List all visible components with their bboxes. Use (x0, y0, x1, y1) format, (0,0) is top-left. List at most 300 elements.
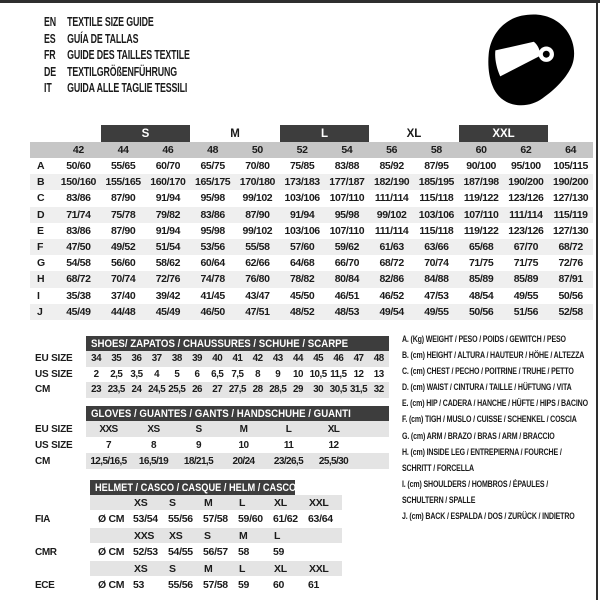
size-cell: 31,5 (348, 382, 368, 398)
size-cell: 47 (348, 351, 368, 367)
measure-cell: 85/92 (379, 160, 404, 173)
helmet-size-header: S (167, 561, 202, 576)
size-cell: 36 (126, 351, 146, 367)
measure-cell: 60/70 (155, 160, 181, 173)
size-cell: 23 (86, 382, 106, 398)
measure-cell: 70/80 (245, 160, 270, 173)
measure-cell: 61/63 (369, 239, 414, 255)
section-title: SHOES/ ZAPATOS / CHAUSSURES / SCHUHE / SCARPE (86, 336, 389, 351)
size-cell: 6 (194, 368, 200, 380)
size-cell: 10 (238, 439, 249, 451)
measure-cell: 190/200 (504, 174, 549, 190)
measure-cell: 67/70 (504, 239, 549, 255)
helmet-cell: 57/58 (203, 513, 228, 525)
language-row-en (44, 14, 190, 31)
language-code: IT (44, 80, 52, 95)
size-header: 60 (459, 142, 504, 158)
helmet-size-header: S (167, 495, 202, 510)
size-header: 48 (190, 142, 235, 158)
size-group-m: M (230, 127, 240, 140)
measure-cell: 87/90 (110, 224, 136, 237)
size-cell: 42 (248, 351, 268, 367)
size-header: 54 (325, 142, 370, 158)
size-cell: 37 (147, 351, 167, 367)
measure-cell: 50/56 (558, 289, 583, 302)
measure-cell: 87/90 (110, 192, 136, 205)
helmet-cell: 59/60 (238, 513, 263, 525)
size-cell: 6,5 (211, 368, 224, 380)
size-cell: 40 (207, 351, 227, 367)
measure-cell: 115/118 (419, 224, 454, 237)
measure-cell: 45/49 (146, 304, 191, 320)
textile-size-table (30, 125, 593, 320)
measure-cell: 127/130 (553, 192, 589, 205)
size-cell: 12,5/16,5 (86, 453, 131, 469)
size-cell: 11 (283, 439, 294, 451)
helmet-size-header: M (237, 528, 272, 543)
measure-cell: 45/49 (56, 304, 101, 320)
measure-cell: 50/56 (459, 304, 504, 320)
measure-cell: 111/114 (374, 192, 409, 205)
measure-cell: 56/60 (110, 257, 136, 270)
measure-cell: 55/58 (235, 239, 280, 255)
helmet-cell: 57/58 (203, 579, 228, 591)
measure-cell: 75/78 (101, 207, 146, 223)
measure-cell: 85/89 (459, 271, 504, 287)
measure-row-label: D (30, 207, 56, 223)
helmet-cell: 52/53 (133, 546, 158, 558)
measure-cell: 71/75 (468, 257, 494, 270)
size-row-spacer (30, 528, 90, 543)
measure-cell: 95/98 (325, 207, 370, 223)
measure-cell: 70/74 (101, 271, 146, 287)
size-row-label: CM (35, 455, 51, 467)
measure-cell: 123/126 (508, 224, 544, 237)
helmet-size-header: XL (272, 495, 307, 510)
measure-cell: 58/62 (155, 257, 181, 270)
measure-cell: 66/70 (334, 257, 360, 270)
measure-cell: 127/130 (553, 224, 589, 237)
size-cell: 8 (151, 439, 156, 451)
language-title: GUIDE DES TAILLES TEXTILE (67, 47, 190, 62)
helmet-size-table (30, 480, 342, 594)
helmet-size-header: XXS (132, 528, 167, 543)
size-row-spacer (30, 495, 90, 510)
size-header: 56 (369, 142, 414, 158)
measure-cell: 72/76 (146, 271, 191, 287)
language-title: GUÍA DE TALLAS (67, 30, 139, 46)
size-cell: XL (311, 421, 356, 437)
measure-cell: 85/89 (504, 271, 549, 287)
size-header: 46 (146, 142, 191, 158)
measure-cell: 83/86 (66, 192, 91, 205)
size-cell: 43 (268, 351, 288, 367)
measure-row-label: I (37, 289, 40, 302)
racing-helmet-icon (477, 12, 581, 108)
standard-label: CMR (35, 546, 57, 558)
size-cell: 12 (353, 368, 364, 380)
size-row-label: CM (35, 384, 51, 396)
measure-cell: 46/50 (190, 304, 235, 320)
size-group-xxl: XXL (459, 125, 549, 142)
helmet-size-header: L (237, 495, 272, 510)
measure-cell: 99/102 (242, 192, 273, 205)
measure-cell: 70/74 (424, 257, 449, 270)
measure-cell: 47/50 (56, 239, 101, 255)
size-cell: 30,5 (328, 382, 348, 398)
measure-cell: 107/110 (329, 192, 365, 205)
measure-cell: 187/198 (459, 174, 504, 190)
row-filler (356, 437, 389, 453)
diameter-unit-label: Ø CM (98, 546, 125, 558)
helmet-size-header: M (202, 495, 237, 510)
measure-cell: 68/72 (56, 271, 101, 287)
helmet-cell: 59 (273, 546, 285, 558)
size-cell: 10,5 (309, 368, 327, 380)
measure-cell: 165/175 (190, 174, 235, 190)
language-title-block (44, 14, 258, 97)
helmet-cell: 53 (133, 579, 145, 591)
measure-cell: 91/94 (155, 192, 181, 205)
measure-cell: 123/126 (508, 192, 544, 205)
legend-line: G. (cm) ARM / BRAZO / BRAS / ARM / BRACCIO (402, 430, 555, 442)
standard-label: FIA (35, 513, 50, 525)
size-cell: 30 (308, 382, 328, 398)
section-title: HELMET / CASCO / CASQUE / HELM / CASCO (90, 480, 295, 495)
legend-line: H. (cm) INSIDE LEG / ENTREPIERNA / FOURCHE / (402, 446, 562, 458)
measure-cell: 83/86 (190, 207, 235, 223)
size-cell: 27,5 (227, 382, 247, 398)
size-row-spacer (90, 495, 132, 510)
size-cell: 16,5/19 (131, 453, 176, 469)
measure-cell: 95/98 (200, 224, 225, 237)
measure-cell: 44/48 (101, 304, 146, 320)
size-group-s: S (101, 125, 191, 142)
measure-cell: 182/190 (369, 174, 414, 190)
size-cell: 35 (106, 351, 126, 367)
measure-cell: 103/106 (284, 192, 320, 205)
size-cell: 26 (187, 382, 207, 398)
size-cell: 29 (288, 382, 308, 398)
measure-cell: 91/94 (155, 224, 181, 237)
measure-cell: 111/114 (374, 224, 409, 237)
measure-cell: 82/86 (369, 271, 414, 287)
size-cell: 11,5 (330, 368, 347, 380)
measure-row-label: G (37, 257, 45, 270)
size-cell: 48 (369, 351, 389, 367)
size-cell: 7,5 (231, 368, 244, 380)
helmet-size-header: L (237, 561, 272, 576)
size-cell: 23/26,5 (266, 453, 311, 469)
size-cell: 32 (369, 382, 389, 398)
measure-cell: 103/106 (284, 224, 320, 237)
measure-cell: 68/72 (379, 257, 404, 270)
helmet-cell: 63/64 (308, 513, 333, 525)
legend-line: SCHRITT / FORCELLA (402, 462, 474, 474)
language-code: FR (44, 47, 56, 62)
size-cell: S (176, 421, 221, 437)
size-cell: 27 (207, 382, 227, 398)
size-cell: 38 (167, 351, 187, 367)
helmet-cell: 58 (238, 546, 250, 558)
measure-cell: 83/88 (334, 160, 360, 173)
measure-row-label: H (30, 271, 56, 287)
measure-cell: 65/75 (200, 160, 225, 173)
measure-cell: 46/52 (379, 289, 404, 302)
size-cell: 3,5 (130, 368, 143, 380)
helmet-cell: 61 (308, 579, 320, 591)
language-title: GUIDA ALLE TAGLIE TESSILI (67, 80, 188, 95)
helmet-size-header: XXL (307, 561, 342, 576)
measure-cell: 35/38 (66, 289, 91, 302)
size-row-label: US SIZE (35, 439, 73, 451)
measure-cell: 90/100 (466, 160, 496, 173)
measure-cell: 185/195 (414, 174, 459, 190)
size-cell: 28 (248, 382, 268, 398)
size-row-spacer (30, 561, 90, 576)
measure-cell: 48/52 (280, 304, 325, 320)
size-row-spacer (90, 528, 132, 543)
legend-line: A. (Kg) WEIGHT / PESO / POIDS / GEWITCH / PESO (402, 334, 566, 345)
language-row-it (44, 80, 190, 97)
legend-line: E. (cm) HIP / CADERA / HANCHE / HÜFTE / HIPS / BACINO (402, 398, 588, 410)
size-header: 62 (504, 142, 549, 158)
measure-cell: 87/90 (235, 207, 280, 223)
measure-cell: 53/56 (190, 239, 235, 255)
measure-cell: 150/160 (56, 174, 101, 190)
helmet-cell: 53/54 (133, 513, 158, 525)
measure-cell: 57/60 (280, 239, 325, 255)
size-cell: 28,5 (268, 382, 288, 398)
measure-cell: 60/64 (200, 257, 225, 270)
measure-cell: 87/91 (548, 271, 593, 287)
size-row-label: EU SIZE (35, 423, 73, 435)
measure-cell: 119/122 (463, 224, 499, 237)
language-title: TEXTILE SIZE GUIDE (67, 14, 154, 29)
helmet-size-header: XXL (307, 495, 342, 510)
helmet-size-header: M (202, 561, 237, 576)
measure-cell: 107/110 (459, 207, 504, 223)
size-header: 64 (548, 142, 593, 158)
measure-cell: 173/183 (280, 174, 325, 190)
measure-cell: 68/72 (548, 239, 593, 255)
size-cell: XS (131, 421, 176, 437)
measure-cell: 41/45 (200, 289, 225, 302)
size-header: 42 (56, 142, 101, 158)
legend-line: J. (cm) BACK / ESPALDA / DOS / ZURÜCK / INDIETRO (402, 511, 575, 523)
row-filler (356, 421, 389, 437)
size-cell: 44 (288, 351, 308, 367)
diameter-unit-label: Ø CM (98, 579, 125, 591)
size-header-spacer (30, 142, 56, 158)
size-row-spacer (90, 561, 132, 576)
row-filler (356, 453, 389, 469)
measure-cell: 95/100 (511, 160, 541, 173)
measure-cell: 71/75 (513, 257, 539, 270)
helmet-cell: 61/62 (273, 513, 298, 525)
helmet-size-header: XS (132, 495, 167, 510)
helmet-cell: 54/55 (168, 546, 193, 558)
measure-row-label: E (37, 224, 44, 237)
measure-cell: 91/94 (280, 207, 325, 223)
legend-line: B. (cm) HEIGHT / ALTURA / HAUTEUR / HÖHE / ALTEZZA (402, 350, 585, 362)
legend-line: F. (cm) TIGH / MUSLO / CUISSE / SCHENKEL / COSCIA (402, 414, 577, 426)
measure-cell: 99/102 (369, 207, 414, 223)
language-code: DE (44, 63, 57, 79)
size-cell: 25,5 (167, 382, 187, 398)
measure-cell: 49/52 (101, 239, 146, 255)
legend-line: I. (cm) SHOULDERS / HOMBROS / ÉPAULES / (402, 478, 549, 490)
gloves-size-table (30, 406, 389, 469)
measure-cell: 115/119 (548, 207, 593, 223)
size-cell: 45 (308, 351, 328, 367)
measure-cell: 55/65 (110, 160, 136, 173)
helmet-size-header: XL (272, 561, 307, 576)
measure-cell: 64/68 (289, 257, 315, 270)
size-cell: L (266, 421, 311, 437)
helmet-cell (307, 543, 342, 561)
measure-cell: 62/66 (245, 257, 270, 270)
measure-cell: 49/55 (414, 304, 459, 320)
language-code: ES (44, 30, 56, 46)
measurement-legend (402, 332, 600, 525)
shoes-size-table (30, 336, 389, 398)
measure-cell: 95/98 (200, 192, 225, 205)
helmet-cell: 55/56 (168, 513, 193, 525)
measure-cell: 47/51 (235, 304, 280, 320)
legend-line: D. (cm) WAIST / CINTURA / TAILLE / HÜFTUNG / VITA (402, 382, 572, 394)
size-cell: 13 (373, 368, 384, 380)
measure-cell: 84/88 (414, 271, 459, 287)
language-row-de (44, 64, 190, 81)
helmet-size-header (307, 528, 342, 543)
language-row-fr (44, 47, 190, 64)
measure-cell: 37/40 (110, 289, 136, 302)
measure-cell: 51/56 (504, 304, 549, 320)
measure-cell: 51/54 (146, 239, 191, 255)
measure-row-label: F (30, 239, 56, 255)
measure-cell: 46/51 (334, 289, 360, 302)
size-header: 50 (235, 142, 280, 158)
size-cell: 12 (328, 439, 339, 451)
measure-cell: 52/58 (548, 304, 593, 320)
measure-cell: 83/86 (66, 224, 91, 237)
measure-cell: 75/85 (289, 160, 315, 173)
helmet-cell: 56/57 (203, 546, 228, 558)
size-cell: 8 (255, 368, 261, 380)
size-cell: 10 (293, 368, 303, 380)
group-row-spacer (30, 125, 101, 142)
size-cell: 7 (106, 439, 111, 451)
size-cell: 9 (196, 439, 201, 451)
size-cell: M (221, 421, 266, 437)
helmet-size-header: L (272, 528, 307, 543)
size-cell: 25,5/30 (311, 453, 356, 469)
language-code: EN (44, 14, 57, 29)
size-cell: 9 (275, 368, 281, 380)
measure-cell: 107/110 (329, 224, 365, 237)
size-cell: 18/21,5 (176, 453, 221, 469)
size-cell: 2,5 (110, 368, 123, 380)
language-row-es (44, 31, 190, 48)
size-header: 52 (280, 142, 325, 158)
measure-cell: 59/62 (325, 239, 370, 255)
size-cell: 5 (174, 368, 180, 380)
measure-cell: 72/76 (558, 257, 583, 270)
measure-cell: 39/42 (155, 289, 181, 302)
measure-cell: 48/53 (325, 304, 370, 320)
measure-cell: 103/106 (414, 207, 459, 223)
measure-cell: 80/84 (325, 271, 370, 287)
measure-cell: 65/68 (459, 239, 504, 255)
size-cell: 20/24 (221, 453, 266, 469)
measure-cell: 54/58 (66, 257, 91, 270)
measure-cell: 177/187 (325, 174, 370, 190)
size-cell: 24,5 (147, 382, 167, 398)
size-cell: 34 (86, 351, 106, 367)
helmet-size-header: XS (132, 561, 167, 576)
diameter-unit-label: Ø CM (98, 513, 125, 525)
measure-cell: 78/82 (280, 271, 325, 287)
size-header: 58 (414, 142, 459, 158)
measure-cell: 50/60 (66, 160, 91, 173)
language-title: TEXTILGRÖßENFÜHRUNG (67, 63, 178, 79)
measure-cell: 111/114 (504, 207, 549, 223)
size-cell: 2 (93, 368, 99, 380)
size-row-label: US SIZE (35, 368, 73, 380)
legend-line: C. (cm) CHEST / PECHO / POITRINE / TRUHE / PETTO (402, 366, 574, 378)
measure-cell: 43/47 (245, 289, 270, 302)
size-cell: XXS (86, 421, 131, 437)
measure-cell: 155/165 (101, 174, 146, 190)
top-border-line (0, 0, 600, 3)
measure-cell: 115/118 (419, 192, 454, 205)
measure-cell: 74/78 (190, 271, 235, 287)
measure-cell: 45/50 (289, 289, 315, 302)
helmet-cell: 55/56 (168, 579, 193, 591)
size-header: 44 (101, 142, 146, 158)
size-group-xl: XL (406, 127, 422, 140)
measure-cell: 87/95 (424, 160, 449, 173)
measure-row-label: J (30, 304, 56, 320)
measure-cell: 47/53 (424, 289, 449, 302)
helmet-cell: 60 (273, 579, 285, 591)
size-cell: 46 (328, 351, 348, 367)
measure-cell: 48/54 (468, 289, 494, 302)
helmet-cell: 59 (238, 579, 250, 591)
measure-cell: 105/115 (553, 160, 588, 173)
group-row-spacer (548, 125, 593, 142)
measure-cell: 63/66 (414, 239, 459, 255)
measure-cell: 76/80 (235, 271, 280, 287)
size-cell: 23,5 (106, 382, 126, 398)
measure-cell: 160/170 (146, 174, 191, 190)
measure-row-label: C (37, 192, 45, 205)
measure-cell: 79/82 (146, 207, 191, 223)
measure-cell: 119/122 (463, 192, 499, 205)
helmet-size-header: S (202, 528, 237, 543)
legend-line: SCHULTERN / SPALLE (402, 494, 476, 506)
measure-cell: 170/180 (235, 174, 280, 190)
measure-row-label: B (30, 174, 56, 190)
standard-label: ECE (35, 579, 55, 591)
size-row-label: EU SIZE (35, 353, 73, 365)
section-title: GLOVES / GUANTES / GANTS / HANDSCHUHE / GUANTI (86, 406, 389, 421)
size-cell: 24 (126, 382, 146, 398)
helmet-size-header: XS (167, 528, 202, 543)
measure-row-label: A (37, 160, 45, 173)
size-cell: 39 (187, 351, 207, 367)
